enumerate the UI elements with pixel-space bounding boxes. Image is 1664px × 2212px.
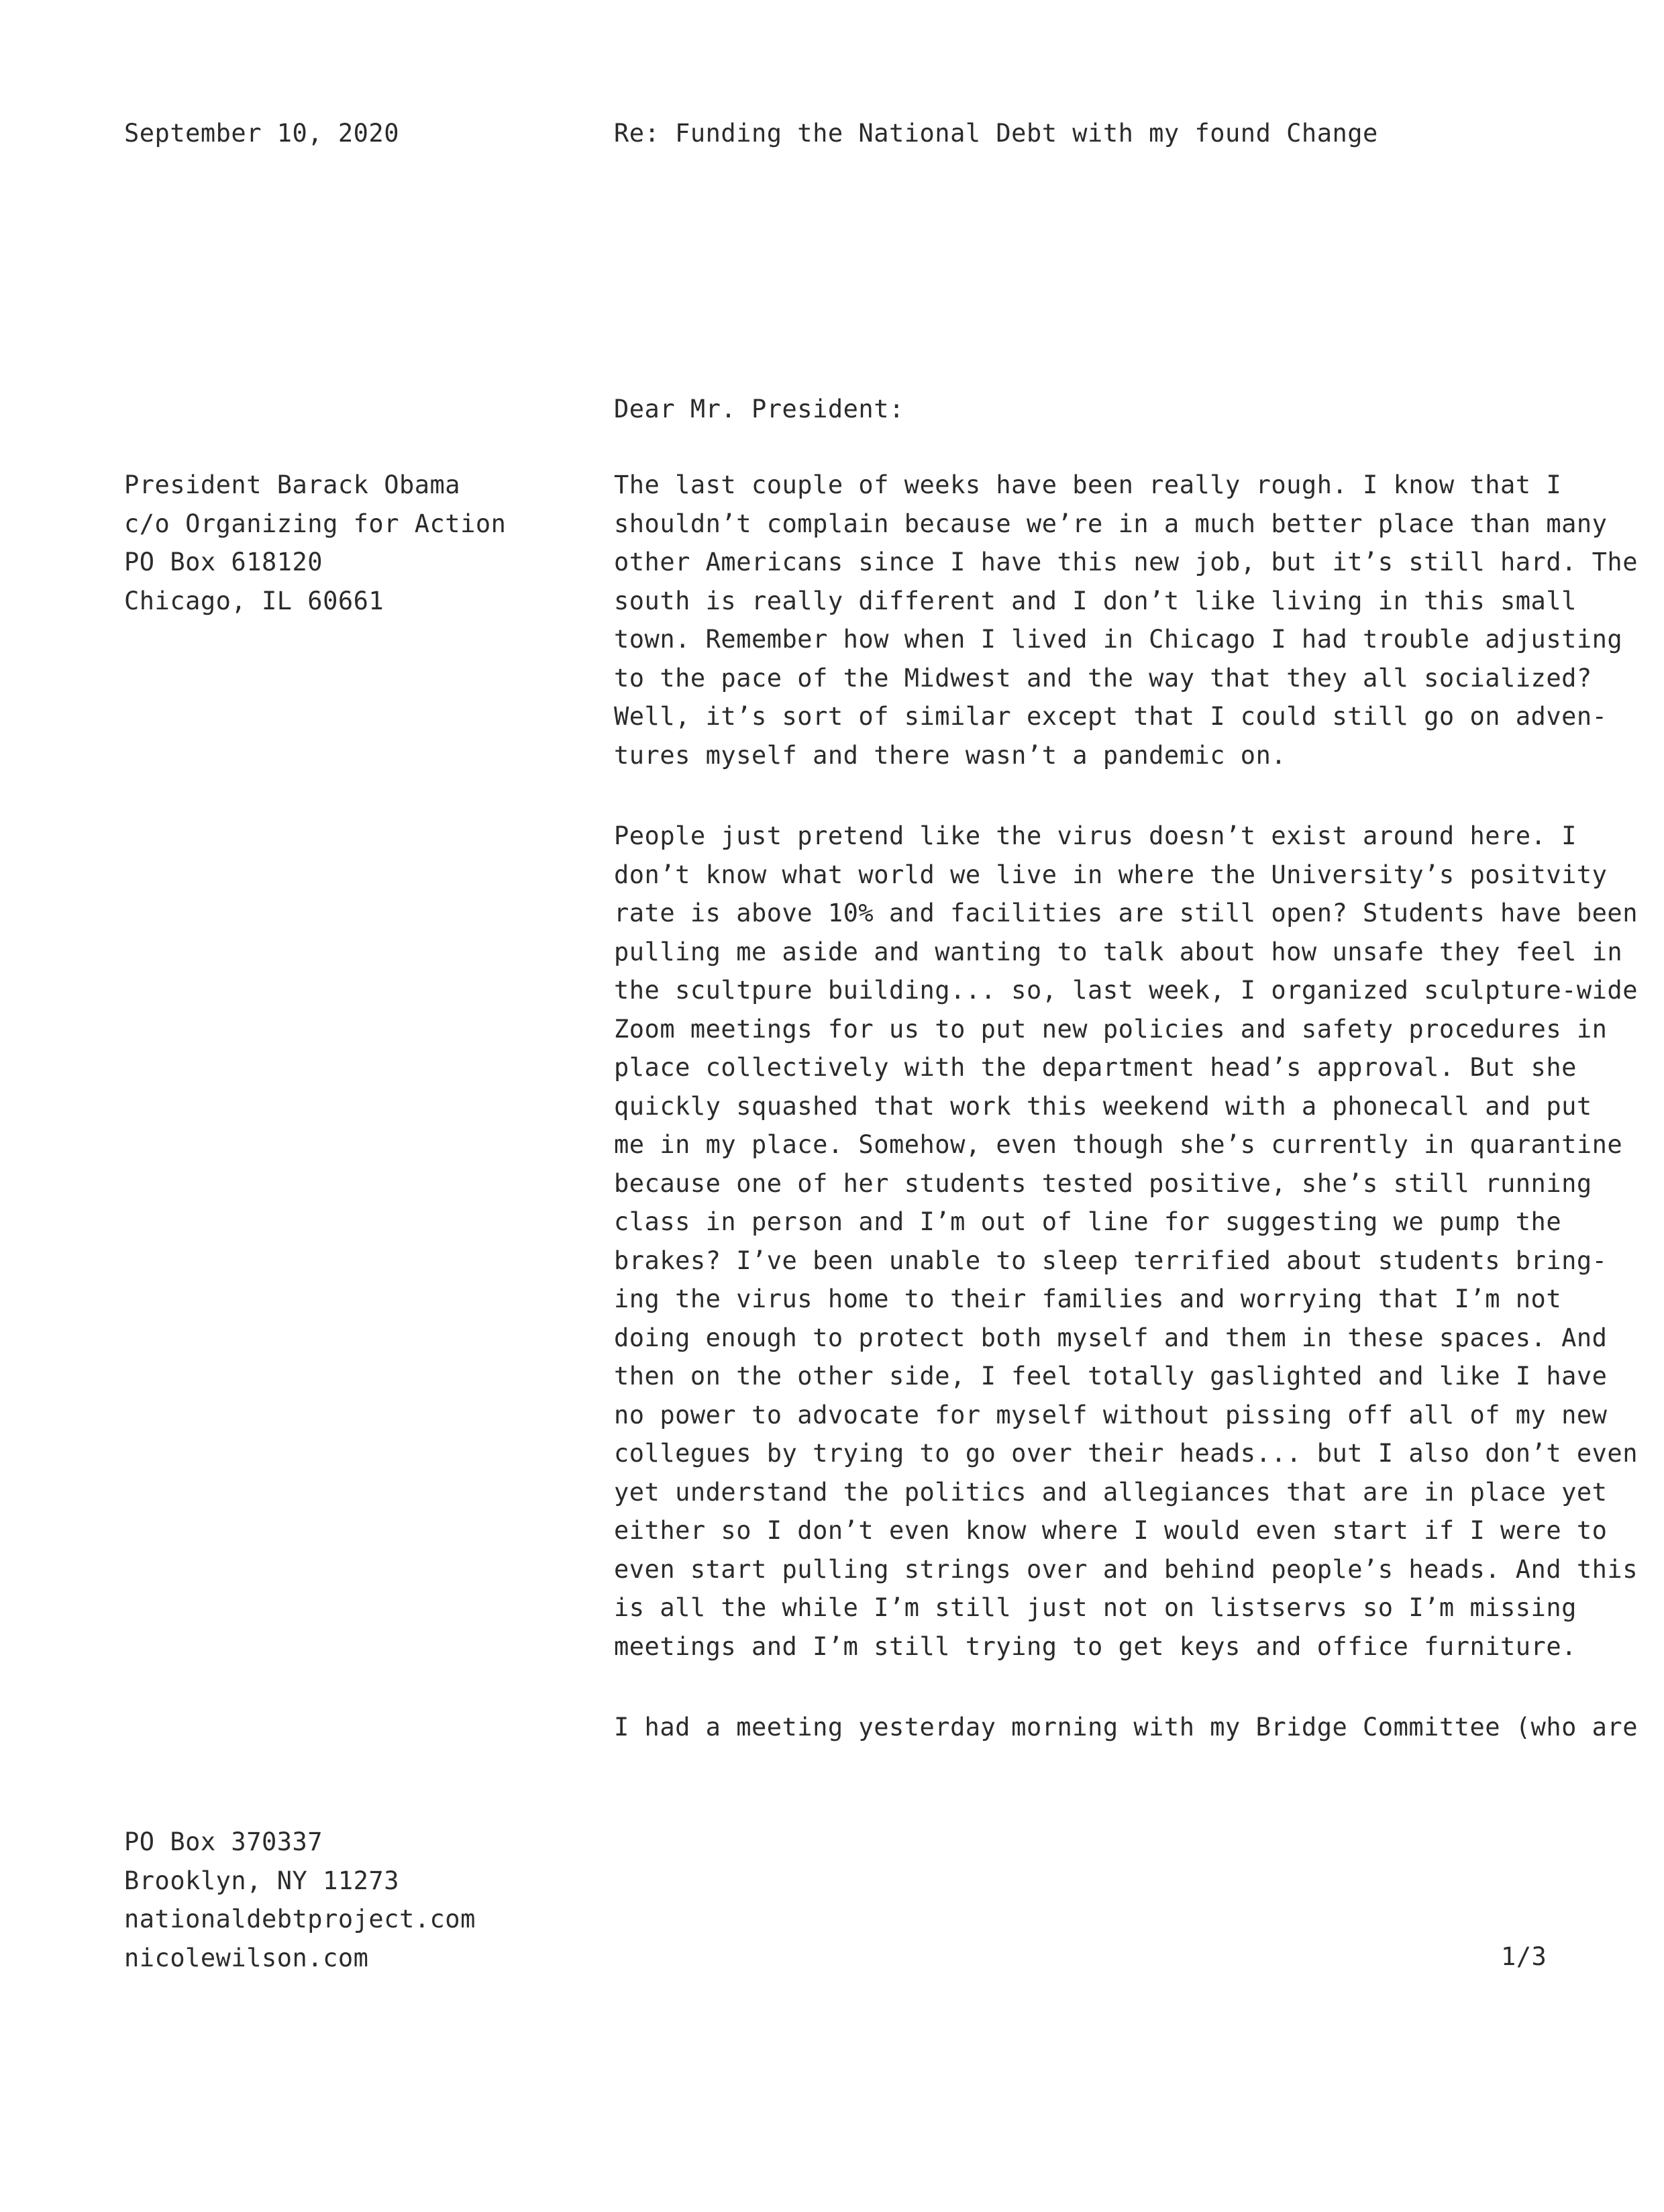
letter-date: September 10, 2020 <box>124 119 399 148</box>
body-line: doing enough to protect both myself and them in these spaces. And <box>614 1323 1608 1352</box>
body-line: place collectively with the department head’s approval. But she <box>614 1053 1577 1082</box>
body-line: Well, it’s sort of similar except that I could still go on adven- <box>614 702 1608 731</box>
body-line: brakes? I’ve been unable to sleep terrified about students bring- <box>614 1246 1608 1275</box>
body-line: pulling me aside and wanting to talk about how unsafe they feel in <box>614 937 1623 966</box>
body-line: quickly squashed that work this weekend with a phonecall and put <box>614 1091 1592 1121</box>
body-line: to the pace of the Midwest and the way that they all socialized? <box>614 663 1592 693</box>
letter-subject: Re: Funding the National Debt with my found Change <box>614 119 1378 148</box>
body-line: meetings and I’m still trying to get keys and office furniture. <box>614 1631 1577 1661</box>
body-line: shouldn’t complain because we’re in a much better place than many <box>614 509 1608 538</box>
return-address-line: Brooklyn, NY 11273 <box>124 1866 399 1895</box>
body-paragraph-1 <box>614 466 1638 774</box>
salutation: Dear Mr. President: <box>614 395 904 423</box>
return-address-line: PO Box 370337 <box>124 1827 323 1856</box>
body-line: The last couple of weeks have been really rough. I know that I <box>614 470 1562 499</box>
body-line: other Americans since I have this new job, but it’s still hard. The <box>614 548 1638 576</box>
return-address <box>124 1823 476 1977</box>
body-line: ing the virus home to their families and worrying that I’m not <box>614 1285 1562 1313</box>
recipient-address-line: Chicago, IL 60661 <box>124 586 384 615</box>
body-line: rate is above 10% and facilities are still open? Students have been <box>614 899 1638 927</box>
body-line: no power to advocate for myself without pissing off all of my new <box>614 1400 1608 1429</box>
body-line: is all the while I’m still just not on listservs so I’m missing <box>614 1593 1577 1622</box>
body-line: collegues by trying to go over their heads... but I also don’t even <box>614 1439 1638 1468</box>
body-paragraph-3 <box>614 1708 1638 1747</box>
body-paragraph-2 <box>614 817 1638 1666</box>
body-line: because one of her students tested positive, she’s still running <box>614 1168 1592 1198</box>
return-address-line: nicolewilson.com <box>124 1943 369 1972</box>
body-line: south is really different and I don’t like living in this small <box>614 586 1577 615</box>
body-line: the scultpure building... so, last week, I organized sculpture-wide <box>614 976 1638 1005</box>
body-line: yet understand the politics and allegiances that are in place yet <box>614 1477 1608 1507</box>
body-line: then on the other side, I feel totally gaslighted and like I have <box>614 1362 1608 1391</box>
page-number: 1/3 <box>1501 1942 1547 1971</box>
return-address-line: nationaldebtproject.com <box>124 1905 476 1933</box>
recipient-address <box>124 466 506 620</box>
body-line: either so I don’t even know where I would even start if I were to <box>614 1516 1608 1545</box>
body-line: tures myself and there wasn’t a pandemic on. <box>614 740 1287 770</box>
body-line: People just pretend like the virus doesn’t exist around here. I <box>614 821 1577 850</box>
body-line: town. Remember how when I lived in Chicago I had trouble adjusting <box>614 625 1623 654</box>
body-line: me in my place. Somehow, even though she’s currently in quarantine <box>614 1130 1623 1159</box>
body-line: don’t know what world we live in where the University’s positvity <box>614 860 1608 889</box>
recipient-address-line: PO Box 618120 <box>124 548 323 576</box>
recipient-address-line: President Barack Obama <box>124 470 461 499</box>
body-line: class in person and I’m out of line for suggesting we pump the <box>614 1207 1562 1236</box>
recipient-address-line: c/o Organizing for Action <box>124 509 507 538</box>
body-line: I had a meeting yesterday morning with my Bridge Committee (who are <box>614 1713 1638 1742</box>
body-line: even start pulling strings over and behind people’s heads. And this <box>614 1554 1638 1584</box>
body-line: Zoom meetings for us to put new policies and safety procedures in <box>614 1014 1608 1044</box>
